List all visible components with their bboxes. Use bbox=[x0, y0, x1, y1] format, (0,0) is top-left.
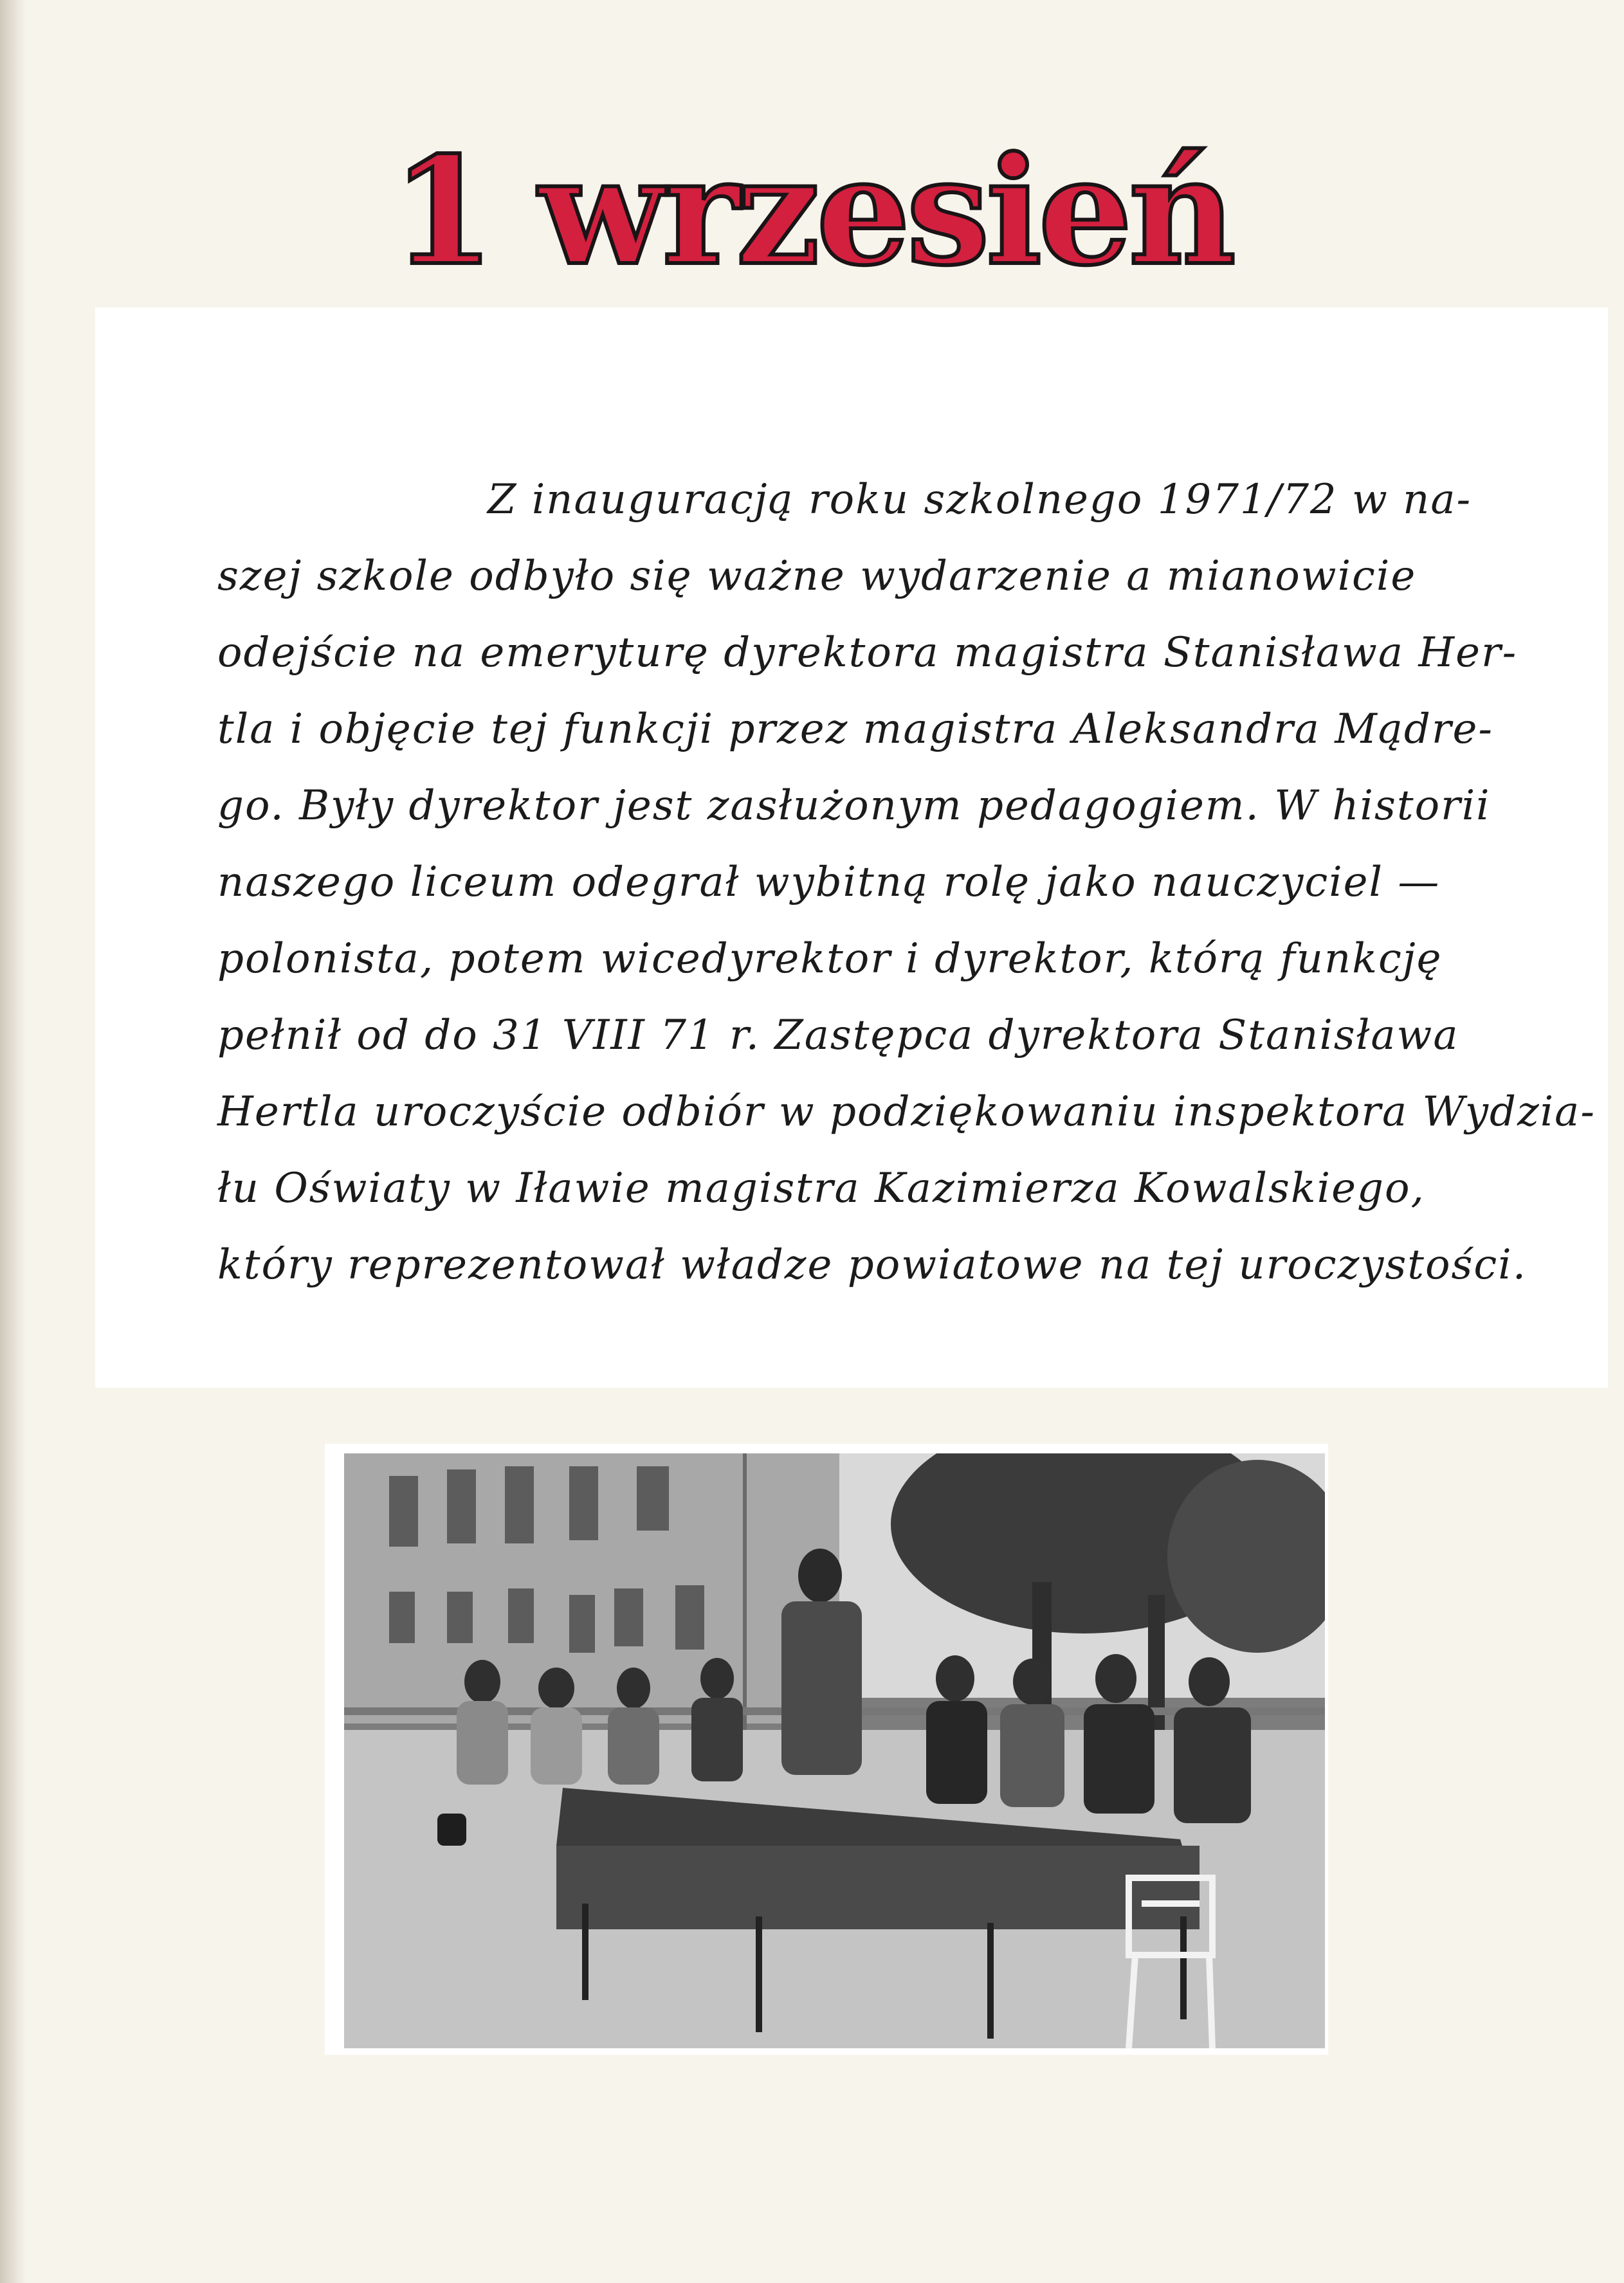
note-line: go. Były dyrektor jest zasłużonym pedagogiem. W historii bbox=[217, 782, 1491, 830]
note-line: Hertla uroczyście odbiór w podziękowaniu inspektora Wydzia- bbox=[217, 1088, 1596, 1136]
note-line: tla i objęcie tej funkcji przez magistra Aleksandra Mądre- bbox=[217, 705, 1493, 753]
note-line: Z inauguracją roku szkolnego 1971/72 w na- bbox=[488, 476, 1472, 523]
note-line: łu Oświaty w Iławie magistra Kazimierza Kowalskiego, bbox=[217, 1165, 1425, 1212]
note-line: który reprezentował władze powiatowe na tej uroczystości. bbox=[217, 1241, 1528, 1289]
note-line: pełnił od do 31 VIII 71 r. Zastępca dyrektora Stanisława bbox=[217, 1012, 1459, 1059]
photo-frame bbox=[325, 1444, 1328, 2055]
note-line: polonista, potem wicedyrektor i dyrektor, którą funkcję bbox=[217, 935, 1443, 983]
note-text bbox=[217, 462, 1596, 1304]
note-line: naszego liceum odegrał wybitną rolę jako nauczyciel — bbox=[217, 859, 1441, 906]
ceremony-photograph bbox=[344, 1453, 1325, 2048]
note-line: odejście na emeryturę dyrektora magistra Stanisława Her- bbox=[217, 629, 1518, 677]
note-line: szej szkole odbyło się ważne wydarzenie a mianowicie bbox=[217, 552, 1417, 600]
page-edge-shadow bbox=[0, 0, 26, 2283]
handwritten-note bbox=[95, 307, 1608, 1388]
page-title: 1 wrzesień bbox=[392, 125, 1232, 299]
photograph-drawing bbox=[344, 1453, 1325, 2048]
